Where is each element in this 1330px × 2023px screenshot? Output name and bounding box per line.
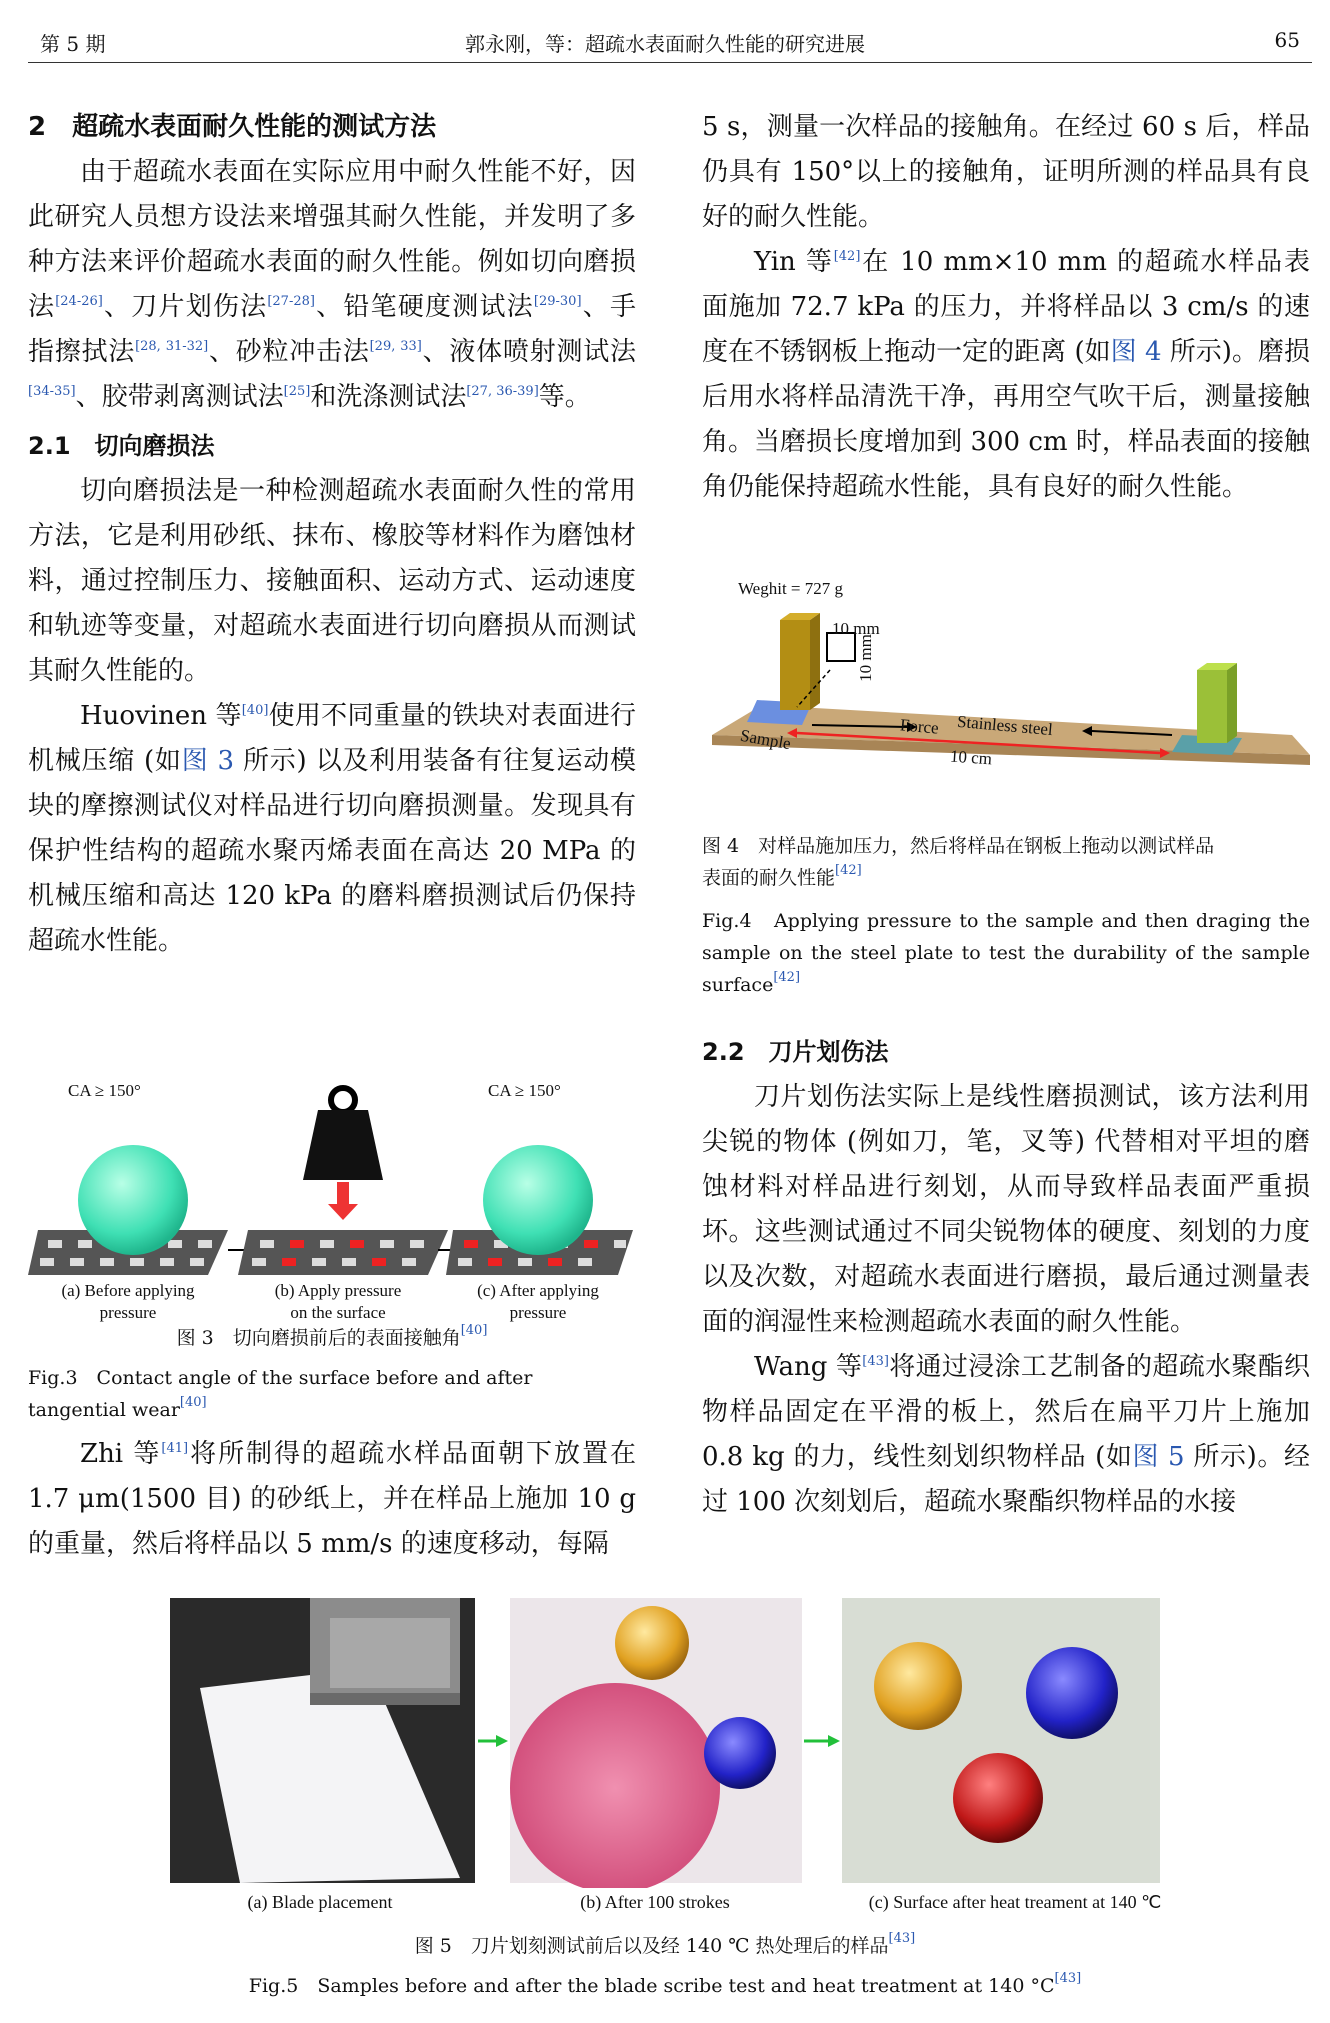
surface-grid-b bbox=[238, 1230, 448, 1275]
page-number: 65 bbox=[1274, 28, 1300, 52]
paragraph-tangential: 切向磨损法是一种检测超疏水表面耐久性的常用方法，它是利用砂纸、抹布、橡胶等材料作为磨蚀材料，通过控制压力、接触面积、运动方式、运动速度和轨迹等变量，对超疏水表面进行切向磨损从而测试其耐久性能的。 bbox=[28, 476, 636, 686]
weight-block-right bbox=[1197, 663, 1237, 743]
citation[interactable]: [43] bbox=[862, 1354, 889, 1369]
panel-a-photo bbox=[170, 1598, 475, 1883]
citation[interactable]: [34-35] bbox=[28, 384, 76, 399]
fig5-sublabel-a: (a) Blade placement bbox=[247, 1892, 393, 1912]
weight-block-left bbox=[780, 613, 820, 710]
figure-4-caption-cn: 图 4 对样品施加压力，然后将样品在钢板上拖动以测试样品 表面的耐久性能[42] bbox=[702, 835, 1215, 889]
citation[interactable]: [40] bbox=[241, 703, 269, 718]
figure-5-link[interactable]: 图 5 bbox=[1132, 1442, 1185, 1472]
weight-icon bbox=[303, 1088, 383, 1220]
section-2-heading: 2 超疏水表面耐久性能的测试方法 bbox=[28, 112, 437, 142]
fig5-sublabel-c: (c) Surface after heat treament at 140 ℃ bbox=[868, 1892, 1162, 1912]
paragraph-wang: Wang 等[43]将通过浸涂工艺制备的超疏水聚酯织物样品固定在平滑的板上，然后在扁平刀片上施加 0.8 kg 的力，线性刻划织物样品 (如图 5 所示)。经过 100 次刻划后，超疏水聚酯织物样品的水接 bbox=[702, 1352, 1310, 1517]
paragraph-blade: 刀片划伤法实际上是线性磨损测试，该方法利用尖锐的物体 (例如刀，笔，叉等) 代替相对平坦的磨蚀材料对样品进行刻划，从而导致样品表面严重损坏。这些测试通过不同尖锐物体的硬度、刻划的力度以及次数，对超疏水表面进行磨损，最后通过测量表面的润湿性来检测超疏水表面的耐久性能。 bbox=[702, 1082, 1310, 1337]
paragraph-yin: Yin 等[42]在 10 mm×10 mm 的超疏水样品表面施加 72.7 kPa 的压力，并将样品以 3 cm/s 的速度在不锈钢板上拖动一定的距离 (如图 4 所示)。磨损后用水将样品清洗干净，再用空气吹干后，测量接触角。当磨损长度增加到 300 cm 时，样品表面的接触角仍能保持超疏水性能，具有良好的耐久性能。 bbox=[702, 247, 1310, 502]
water-droplet-c bbox=[483, 1145, 593, 1255]
citation[interactable]: [41] bbox=[161, 1441, 189, 1456]
panel-c-photo bbox=[842, 1598, 1160, 1883]
figure-4-link[interactable]: 图 4 bbox=[1110, 337, 1162, 367]
dim-v-label: 10 mm bbox=[855, 634, 875, 682]
fig5-sublabel-b: (b) After 100 strokes bbox=[580, 1892, 730, 1912]
sample-label: Sample bbox=[738, 725, 793, 754]
figure-4 bbox=[702, 575, 1310, 805]
citation[interactable]: [29-30] bbox=[533, 294, 582, 309]
section-2-1-heading: 2.1 切向磨损法 bbox=[28, 432, 215, 460]
right-column-bottom bbox=[702, 1030, 1310, 1525]
header-rule bbox=[28, 62, 1312, 63]
figure-3-caption-cn: 图 3 切向磨损前后的表面接触角[40] bbox=[176, 1323, 488, 1349]
citation[interactable]: [27, 36-39] bbox=[466, 384, 539, 399]
journal-issue: 第 5 期 bbox=[40, 32, 106, 56]
panel-b-photo bbox=[510, 1598, 802, 1888]
sublabel-c: (c) After applying pressure bbox=[477, 1281, 599, 1322]
figure-4-graphic bbox=[702, 575, 1310, 805]
citation[interactable]: [25] bbox=[283, 384, 311, 399]
paragraph-intro: 由于超疏水表面在实际应用中耐久性能不好，因此研究人员想方设法来增强其耐久性能，并发明了多种方法来评价超疏水表面的耐久性能。例如切向磨损法[24-26]、刀片划伤法[27-28]、铅笔硬度测试法[29-30]、手指擦拭法[28, 31-32]、砂粒冲击法[29, 33]、液体喷射测试法[34-35]、胶带剥离测试法[25]和洗涤测试法[27, 36-39]等。 bbox=[28, 157, 636, 412]
weight-label: Weghit = 727 g bbox=[738, 579, 844, 598]
citation[interactable]: [24-26] bbox=[55, 294, 103, 309]
citation[interactable]: [27-28] bbox=[267, 294, 315, 309]
ca-label-c: CA ≥ 150° bbox=[488, 1081, 561, 1100]
steel-label: Stainless steel bbox=[956, 711, 1054, 740]
dim-h-label: 10 mm bbox=[832, 619, 880, 638]
sublabel-a: (a) Before applying pressure bbox=[61, 1281, 195, 1322]
paragraph-zhi-cont: 5 s，测量一次样品的接触角。在经过 60 s 后，样品仍具有 150°以上的接触角，证明所测的样品具有良好的耐久性能。 bbox=[702, 112, 1310, 232]
right-column bbox=[702, 105, 1310, 510]
section-2-2-heading: 2.2 刀片划伤法 bbox=[702, 1038, 889, 1066]
sublabel-b: (b) Apply pressure on the surface bbox=[274, 1281, 402, 1322]
length-label: 10 cm bbox=[949, 746, 993, 769]
citation[interactable]: [29, 33] bbox=[369, 339, 422, 354]
figure-3-link[interactable]: 图 3 bbox=[181, 746, 235, 776]
citation[interactable]: [42] bbox=[833, 249, 861, 264]
figure-3-caption-en: Fig.3 Contact angle of the surface before and after tangential wear[40] bbox=[28, 1367, 533, 1421]
force-label: Force bbox=[899, 715, 940, 738]
left-column-bottom bbox=[28, 1432, 636, 1567]
paragraph-zhi: Zhi 等[41]将所制得的超疏水样品面朝下放置在 1.7 μm(1500 目) 的砂纸上，并在样品上施加 10 g 的重量，然后将样品以 5 mm/s 的速度移动，每隔 bbox=[28, 1439, 636, 1559]
paragraph-huovinen: Huovinen 等[40]使用不同重量的铁块对表面进行机械压缩 (如图 3 所示) 以及利用装备有往复运动模块的摩擦测试仪对样品进行切向磨损测量。发现具有保护性结构的超疏水聚丙烯表面在高达 20 MPa 的机械压缩和高达 120 kPa 的磨料磨损测试后仍保持超疏水性能。 bbox=[28, 701, 636, 956]
running-title: 郭永刚，等：超疏水表面耐久性能的研究进展 bbox=[465, 32, 865, 56]
figure-4-caption-en: Fig.4 Applying pressure to the sample and then draging the sample on the steel plate to test the durability of the sample surface[42] bbox=[702, 910, 1310, 996]
figure-5-caption-en: Fig.5 Samples before and after the blade scribe test and heat treatment at 140 °C[43] bbox=[248, 1971, 1082, 1997]
citation[interactable]: [28, 31-32] bbox=[135, 339, 209, 354]
water-droplet-a bbox=[78, 1145, 188, 1255]
figure-3 bbox=[28, 1080, 636, 1320]
left-column bbox=[28, 105, 636, 964]
figure-5-caption-cn: 图 5 刀片划刻测试前后以及经 140 ℃ 热处理后的样品[43] bbox=[414, 1931, 916, 1957]
figure-5-graphic bbox=[160, 1598, 1170, 1888]
figure-5 bbox=[160, 1598, 1170, 1888]
ca-label-a: CA ≥ 150° bbox=[68, 1081, 141, 1100]
